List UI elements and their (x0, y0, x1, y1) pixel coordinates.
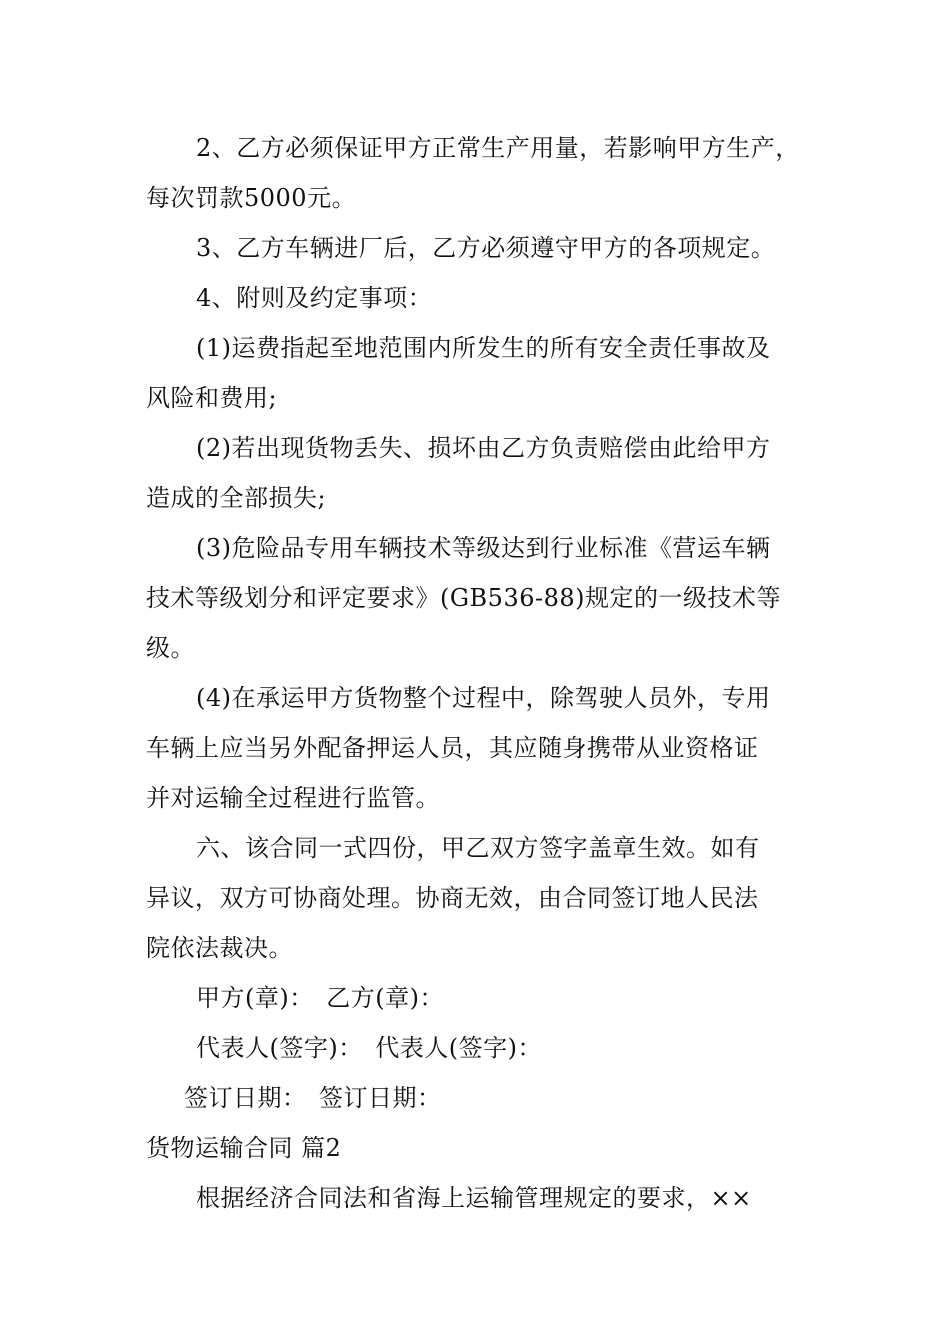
signature-party-line: 甲方(章)： 乙方(章)： (196, 984, 444, 1012)
item-3-line-3: 级。 (146, 634, 195, 662)
item-2-line-2: 造成的全部损失; (146, 484, 327, 512)
item-3-line-1: (3)危险品专用车辆技术等级达到行业标准《营运车辆 (196, 534, 771, 562)
clause-3-line: 3、乙方车辆进厂后，乙方必须遵守甲方的各项规定。 (196, 234, 776, 262)
signature-date-line: 签订日期： 签订日期： (184, 1084, 442, 1112)
contract-2-intro-line: 根据经济合同法和省海上运输管理规定的要求，×× (196, 1184, 752, 1212)
item-4-line-1: (4)在承运甲方货物整个过程中，除驾驶人员外，专用 (196, 684, 771, 712)
item-4-line-3: 并对运输全过程进行监管。 (146, 784, 440, 812)
item-4-line-2: 车辆上应当另外配备押运人员，其应随身携带从业资格证 (146, 734, 759, 762)
clause-2-line-2: 每次罚款5000元。 (146, 184, 357, 212)
item-1-line-1: (1)运费指起至地范围内所发生的所有安全责任事故及 (196, 334, 771, 362)
clause-6-line-1: 六、该合同一式四份，甲乙双方签字盖章生效。如有 (196, 834, 760, 862)
signature-representative-line: 代表人(签字)： 代表人(签字)： (196, 1034, 542, 1062)
clause-6-line-2: 异议，双方可协商处理。协商无效，由合同签订地人民法 (146, 884, 759, 912)
clause-6-line-3: 院依法裁决。 (146, 934, 293, 962)
section-heading: 货物运输合同 篇2 (146, 1134, 342, 1162)
item-2-line-1: (2)若出现货物丢失、损坏由乙方负责赔偿由此给甲方 (196, 434, 771, 462)
item-1-line-2: 风险和费用; (146, 384, 278, 412)
item-3-line-2: 技术等级划分和评定要求》(GB536-88)规定的一级技术等 (146, 584, 781, 612)
clause-4-heading: 4、附则及约定事项： (196, 284, 433, 312)
clause-2-line-1: 2、乙方必须保证甲方正常生产用量，若影响甲方生产， (196, 134, 800, 162)
